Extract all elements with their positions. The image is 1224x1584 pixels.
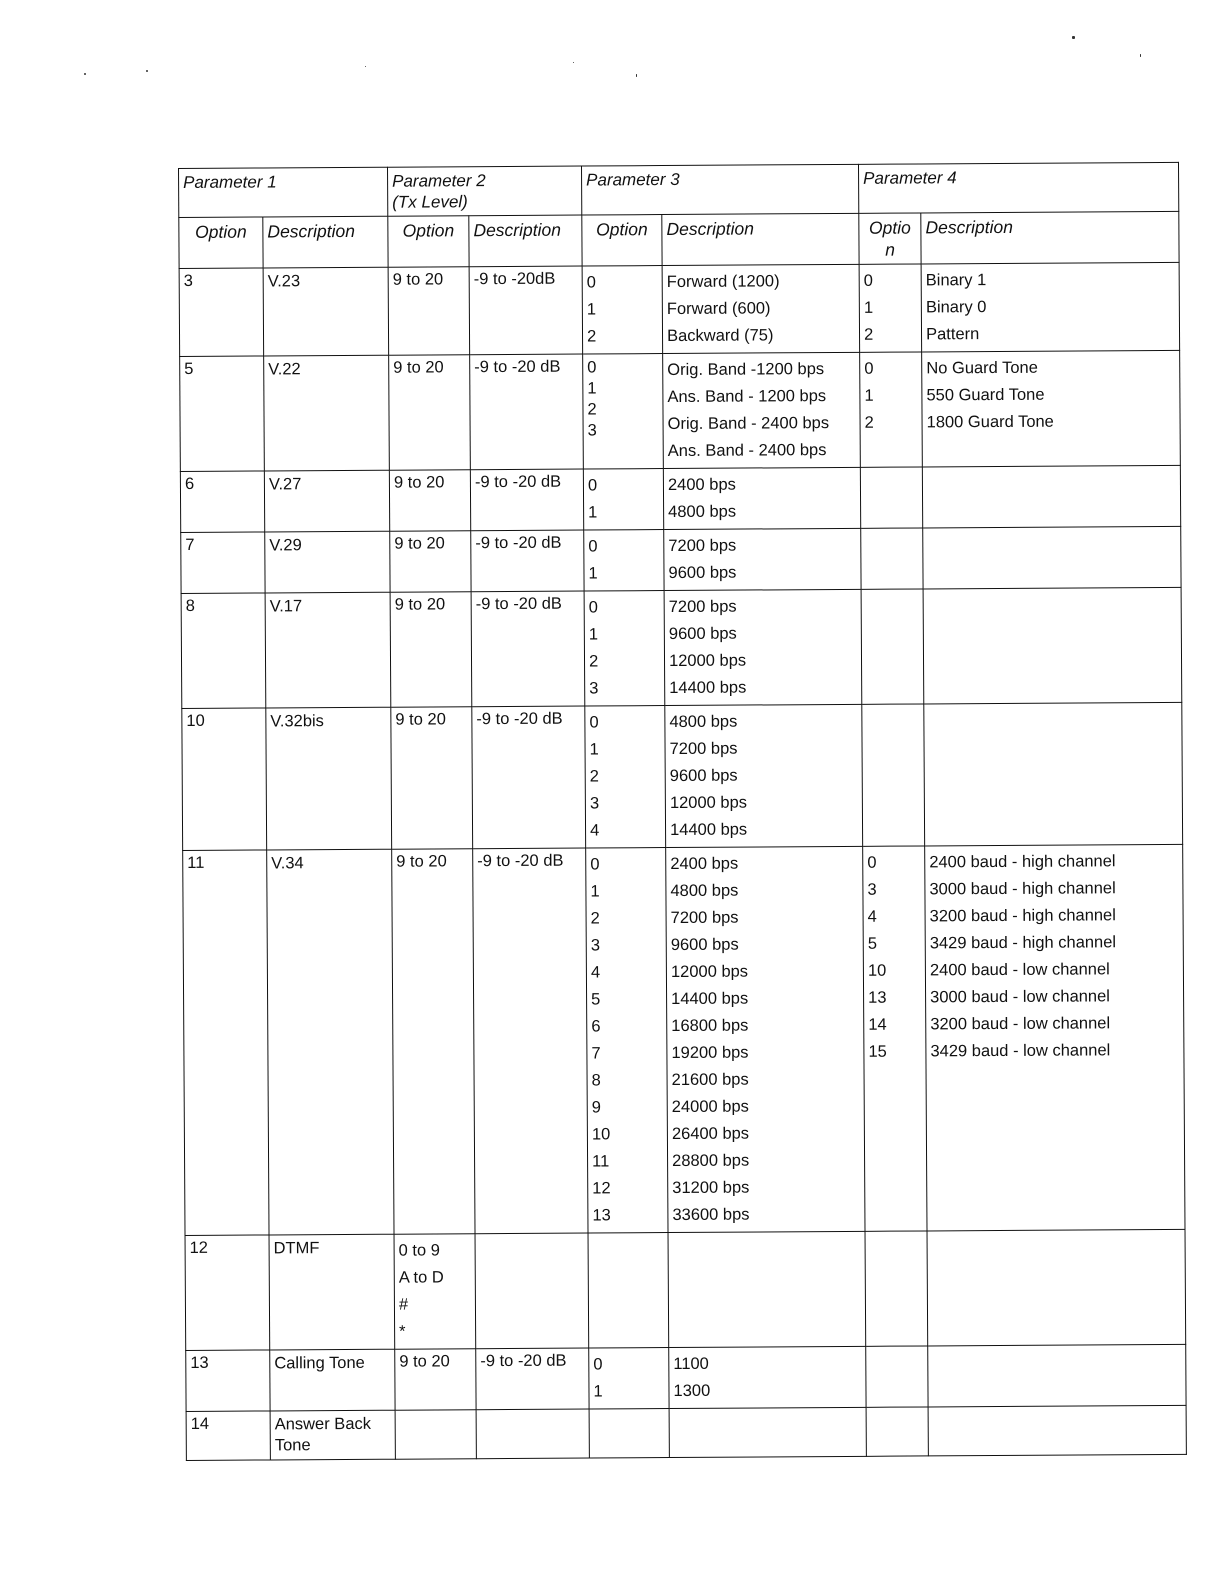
row-description-value: Calling Tone bbox=[274, 1353, 365, 1373]
p3-description-item: 12000 bps bbox=[670, 962, 749, 982]
row-p3-options bbox=[585, 706, 666, 848]
p3-description-item: 14400 bps bbox=[669, 678, 747, 698]
row-description bbox=[265, 531, 390, 593]
p3-description-item: 9600 bps bbox=[668, 624, 737, 644]
parameter-2-subtitle: (Tx Level) bbox=[392, 192, 468, 212]
p4-option-item: 0 bbox=[864, 359, 874, 378]
p3-option-item: 6 bbox=[591, 1017, 601, 1036]
p3-option-item: 11 bbox=[592, 1152, 610, 1171]
row-p3-descriptions bbox=[668, 1231, 866, 1347]
tx-description-value: -9 to -20 dB bbox=[476, 709, 563, 729]
p4-option-item: 2 bbox=[864, 325, 874, 344]
row-p3-options bbox=[589, 1409, 669, 1458]
p1-option-header: Option bbox=[179, 217, 263, 269]
tx-option-value: 9 to 20 bbox=[394, 595, 446, 614]
row-description bbox=[264, 355, 390, 471]
p3-description-item: 7200 bps bbox=[668, 536, 737, 556]
row-description bbox=[266, 707, 392, 850]
p3-description-item: Orig. Band - 2400 bps bbox=[667, 414, 830, 434]
row-option-value: 12 bbox=[189, 1238, 209, 1257]
tx-option-value: 9 to 20 bbox=[394, 534, 445, 553]
row-option-value: 7 bbox=[185, 535, 195, 554]
row-description-value: V.34 bbox=[271, 854, 304, 873]
row-p3-descriptions bbox=[663, 467, 860, 529]
row-p4-descriptions bbox=[923, 526, 1181, 589]
row-option bbox=[181, 532, 265, 594]
p3-description-item: Ans. Band - 2400 bps bbox=[667, 441, 827, 461]
p3-option-item: 9 bbox=[591, 1098, 602, 1117]
p4-option-item: 13 bbox=[868, 988, 887, 1007]
row-option-value: 13 bbox=[190, 1353, 209, 1372]
scan-speck bbox=[365, 66, 366, 67]
p3-option-item: 3 bbox=[590, 936, 601, 955]
p3-option-item: 2 bbox=[589, 767, 599, 786]
p4-description-item: Binary 1 bbox=[925, 271, 987, 290]
row-p3-descriptions bbox=[663, 352, 861, 468]
p3-option-item: 8 bbox=[591, 1071, 601, 1090]
row-description bbox=[269, 1234, 395, 1350]
p3-description-item: 1300 bbox=[673, 1381, 711, 1400]
p3-option-item: 0 bbox=[589, 713, 599, 732]
row-option-value: 11 bbox=[187, 853, 205, 872]
row-p4-descriptions bbox=[922, 350, 1181, 467]
row-tx-option bbox=[391, 707, 473, 849]
p3-option-item: 0 bbox=[586, 273, 596, 292]
p3-description-item: 4800 bps bbox=[669, 712, 738, 732]
tx-option-value: 9 to 20 bbox=[395, 710, 446, 729]
table-row bbox=[186, 1344, 1186, 1411]
p3-option-item: 2 bbox=[588, 652, 599, 671]
p3-description-item: 7200 bps bbox=[668, 597, 737, 617]
p3-description-item: 24000 bps bbox=[671, 1097, 749, 1117]
p4-option-item: 1 bbox=[863, 298, 874, 317]
row-p4-options bbox=[859, 264, 922, 352]
row-option bbox=[182, 708, 267, 851]
p4-option-item: 0 bbox=[863, 271, 873, 290]
tx-description-value: -9 to -20dB bbox=[473, 269, 556, 289]
scan-speck bbox=[1072, 36, 1075, 39]
table-row bbox=[186, 1405, 1186, 1460]
table-body bbox=[179, 262, 1186, 1460]
p3-option-header: Option bbox=[582, 215, 662, 266]
tx-option-line: * bbox=[399, 1322, 406, 1341]
p4-option-item: 5 bbox=[867, 934, 878, 953]
p3-description-item: Forward (600) bbox=[666, 299, 771, 319]
row-p3-options bbox=[584, 591, 665, 706]
row-p4-descriptions bbox=[921, 262, 1180, 352]
p3-description-item: 19200 bps bbox=[671, 1043, 749, 1063]
row-p3-options bbox=[583, 354, 664, 469]
row-p3-options bbox=[589, 1348, 669, 1409]
row-tx-description bbox=[476, 1409, 589, 1459]
row-option-value: 8 bbox=[185, 596, 195, 615]
p3-option-item: 0 bbox=[590, 855, 600, 874]
p3-option-item: 1 bbox=[590, 882, 600, 901]
p4-option-item: 0 bbox=[867, 853, 877, 872]
parameter-3-header bbox=[582, 164, 859, 215]
row-option-value: 14 bbox=[190, 1414, 210, 1433]
p3-description-item: 1100 bbox=[673, 1354, 709, 1373]
row-description bbox=[264, 470, 389, 532]
p3-option-item: 7 bbox=[591, 1044, 601, 1063]
p3-option-item: 2 bbox=[587, 327, 597, 346]
row-p4-options bbox=[865, 1231, 928, 1346]
p3-description-item: 21600 bps bbox=[671, 1070, 749, 1090]
tx-option-line: 0 to 9 bbox=[398, 1241, 440, 1260]
row-p3-options bbox=[584, 530, 664, 591]
parameter-4-header bbox=[859, 162, 1179, 213]
row-description bbox=[263, 267, 389, 356]
scan-speck bbox=[84, 73, 86, 75]
p4-description-item: 3200 baud - low channel bbox=[930, 1014, 1111, 1034]
row-tx-description bbox=[470, 469, 583, 531]
p3-option-item: 3 bbox=[589, 679, 599, 698]
table-row bbox=[182, 702, 1183, 850]
row-p4-options bbox=[866, 1407, 928, 1456]
row-p3-options bbox=[582, 266, 663, 354]
row-p3-options bbox=[588, 1233, 669, 1348]
row-p4-descriptions bbox=[922, 465, 1180, 528]
row-option bbox=[181, 593, 266, 709]
parameter-1-header bbox=[179, 167, 388, 217]
row-option bbox=[185, 1235, 270, 1351]
p4-description-item: 2400 baud - high channel bbox=[929, 852, 1116, 872]
p3-description-item: 28800 bps bbox=[672, 1151, 750, 1170]
p4-description-item: 3429 baud - high channel bbox=[929, 933, 1117, 953]
row-tx-option bbox=[389, 355, 471, 470]
table-row bbox=[180, 350, 1181, 471]
row-option-value: 5 bbox=[184, 359, 194, 378]
p4-option-item: 14 bbox=[868, 1015, 887, 1034]
row-description bbox=[270, 1410, 395, 1460]
row-p3-descriptions bbox=[669, 1346, 866, 1408]
scan-speck bbox=[1140, 54, 1141, 57]
p4-description-item: 2400 baud - low channel bbox=[929, 960, 1110, 980]
p3-option-item: 4 bbox=[590, 963, 601, 982]
parameter-table bbox=[178, 162, 1187, 1461]
p3-description-item: 9600 bps bbox=[670, 935, 739, 955]
parameter-4-title: Parameter 4 bbox=[863, 168, 957, 188]
row-description-value: V.23 bbox=[267, 272, 301, 291]
row-p4-descriptions bbox=[925, 844, 1185, 1231]
row-p3-descriptions bbox=[669, 1407, 866, 1457]
parameter-1-title: Parameter 1 bbox=[183, 172, 277, 192]
p3-description-item: 16800 bps bbox=[671, 1016, 749, 1036]
tx-option-value: 9 to 20 bbox=[392, 270, 444, 289]
table-row bbox=[181, 587, 1182, 708]
row-option-value: 6 bbox=[184, 474, 195, 493]
p3-description-item: 14400 bps bbox=[671, 989, 749, 1009]
p4-option-header: Optio n bbox=[859, 213, 921, 264]
p3-description-item: 4800 bps bbox=[670, 881, 739, 901]
tx-description-value: -9 to -20 dB bbox=[475, 533, 562, 553]
header-group-row bbox=[179, 162, 1179, 217]
p3-description-item: Orig. Band -1200 bps bbox=[667, 360, 825, 380]
p4-option-item: 4 bbox=[867, 907, 877, 926]
parameter-3-title: Parameter 3 bbox=[586, 169, 680, 190]
row-tx-description bbox=[476, 1348, 589, 1410]
row-tx-option bbox=[390, 531, 471, 592]
p3-option-item: 2 bbox=[587, 400, 597, 419]
p2-description-header: Description bbox=[469, 215, 582, 267]
row-p4-options bbox=[860, 467, 922, 528]
row-p4-descriptions bbox=[923, 587, 1182, 704]
p3-option-item: 3 bbox=[589, 794, 600, 813]
row-p3-descriptions bbox=[665, 704, 863, 847]
tx-option-line: # bbox=[398, 1295, 409, 1314]
row-p4-options bbox=[866, 1346, 928, 1407]
p3-description-item: 33600 bps bbox=[672, 1205, 750, 1224]
row-p3-descriptions bbox=[664, 528, 861, 590]
p3-option-item: 1 bbox=[586, 300, 597, 319]
p3-description-item: 12000 bps bbox=[669, 793, 748, 813]
p3-option-item: 2 bbox=[590, 909, 600, 928]
p4-option-item: 2 bbox=[864, 413, 874, 432]
row-option-value: 10 bbox=[186, 711, 205, 730]
p3-description-item: 7200 bps bbox=[670, 908, 739, 928]
row-p4-descriptions bbox=[924, 702, 1183, 846]
p3-option-item: 5 bbox=[591, 990, 601, 1009]
table-row bbox=[183, 844, 1185, 1235]
p4-option-item: 1 bbox=[864, 386, 874, 405]
tx-option-value: 9 to 20 bbox=[393, 473, 445, 492]
p3-option-item: 0 bbox=[588, 598, 598, 617]
p3-description-item: Ans. Band - 1200 bps bbox=[667, 387, 827, 407]
table-row bbox=[180, 465, 1180, 532]
row-p4-options bbox=[861, 589, 924, 704]
p4-description-item: 1800 Guard Tone bbox=[926, 412, 1054, 432]
tx-description-value: -9 to -20 dB bbox=[480, 1351, 567, 1371]
p3-option-item: 0 bbox=[593, 1355, 603, 1374]
row-tx-description bbox=[471, 591, 585, 707]
p4-description-item: 3429 baud - low channel bbox=[930, 1041, 1111, 1061]
row-description-value: V.29 bbox=[269, 536, 302, 555]
tx-option-value: 9 to 20 bbox=[396, 852, 447, 871]
p3-option-item: 13 bbox=[592, 1206, 611, 1225]
row-description bbox=[265, 592, 391, 708]
row-tx-description bbox=[471, 530, 584, 592]
row-p3-descriptions bbox=[664, 589, 862, 705]
sub-header-row bbox=[179, 211, 1179, 268]
row-p4-descriptions bbox=[928, 1344, 1186, 1407]
row-p3-descriptions bbox=[662, 264, 860, 353]
row-description-value: Answer Back Tone bbox=[274, 1414, 372, 1455]
p4-description-item: 3200 baud - high channel bbox=[929, 906, 1116, 926]
p3-option-item: 1 bbox=[587, 379, 597, 398]
p4-description-item: Pattern bbox=[926, 325, 980, 344]
p2-option-header: Option bbox=[388, 216, 469, 267]
p3-description-item: Backward (75) bbox=[667, 326, 774, 346]
p3-description-item: 26400 bps bbox=[671, 1124, 750, 1144]
scan-speck bbox=[146, 70, 148, 72]
p4-option-item: 15 bbox=[868, 1042, 887, 1061]
row-description bbox=[270, 1349, 395, 1411]
p4-description-item: Binary 0 bbox=[925, 298, 987, 317]
tx-description-value: -9 to -20 dB bbox=[475, 594, 562, 614]
p3-description-item: 9600 bps bbox=[668, 563, 737, 583]
row-tx-description bbox=[472, 706, 586, 849]
row-option-value: 3 bbox=[183, 271, 193, 290]
p4-option-item: 3 bbox=[867, 880, 877, 899]
row-option bbox=[186, 1411, 270, 1461]
row-tx-description bbox=[475, 1233, 589, 1349]
table-row bbox=[181, 526, 1181, 593]
scan-speck bbox=[573, 62, 574, 63]
row-p3-options bbox=[583, 469, 663, 530]
row-tx-description bbox=[469, 266, 583, 355]
p3-description-item: 4800 bps bbox=[668, 502, 737, 522]
p4-description-item: 3000 baud - high channel bbox=[929, 879, 1116, 899]
p3-option-item: 1 bbox=[588, 625, 599, 644]
parameter-2-title: Parameter 2 bbox=[392, 171, 486, 191]
p3-option-item: 3 bbox=[587, 421, 597, 440]
row-tx-option bbox=[394, 1234, 476, 1349]
row-description-value: V.22 bbox=[268, 360, 301, 379]
row-tx-description bbox=[473, 848, 588, 1234]
row-description-value: DTMF bbox=[273, 1239, 320, 1258]
tx-description-value: -9 to -20 dB bbox=[474, 472, 562, 492]
p3-description-item: 31200 bps bbox=[672, 1178, 750, 1197]
row-p4-options bbox=[860, 352, 923, 467]
row-p4-options bbox=[861, 528, 923, 589]
p3-option-item: 10 bbox=[591, 1125, 611, 1144]
p3-description-item: Forward (1200) bbox=[666, 272, 780, 292]
scan-speck bbox=[636, 74, 637, 77]
p3-description-item: 12000 bps bbox=[668, 651, 747, 671]
row-option bbox=[179, 268, 264, 357]
p4-description-header: Description bbox=[921, 211, 1179, 264]
row-p4-options bbox=[863, 846, 927, 1231]
p4-description-item: 550 Guard Tone bbox=[926, 385, 1045, 405]
p4-description-item: No Guard Tone bbox=[926, 358, 1038, 378]
p3-option-item: 0 bbox=[588, 537, 598, 556]
p3-option-item: 1 bbox=[588, 503, 598, 522]
row-description-value: V.17 bbox=[269, 597, 303, 616]
table-row bbox=[185, 1229, 1186, 1350]
row-p4-descriptions bbox=[927, 1229, 1186, 1346]
p3-description-item: 7200 bps bbox=[669, 739, 738, 759]
p3-option-item: 0 bbox=[587, 358, 597, 377]
parameter-2-header bbox=[388, 166, 582, 216]
tx-option-value: 9 to 20 bbox=[393, 358, 444, 377]
row-description bbox=[267, 849, 394, 1235]
row-description-value: V.32bis bbox=[270, 712, 324, 731]
p4-option-item: 10 bbox=[867, 961, 887, 980]
row-description-value: V.27 bbox=[268, 475, 302, 494]
row-tx-option bbox=[395, 1410, 476, 1459]
p3-option-item: 4 bbox=[590, 821, 600, 840]
p3-description-item: 14400 bps bbox=[670, 820, 748, 840]
tx-option-value: 9 to 20 bbox=[399, 1352, 450, 1371]
p3-description-item: 2400 bps bbox=[667, 475, 736, 495]
row-p3-options bbox=[586, 848, 668, 1233]
p3-option-item: 1 bbox=[589, 740, 599, 759]
row-tx-option bbox=[390, 592, 472, 707]
p3-description-item: 9600 bps bbox=[669, 766, 738, 786]
p3-option-item: 0 bbox=[587, 476, 598, 495]
p3-description-item: 2400 bps bbox=[670, 854, 739, 874]
row-tx-option bbox=[395, 1349, 476, 1410]
row-p4-descriptions bbox=[928, 1405, 1186, 1456]
row-tx-option bbox=[389, 470, 470, 531]
tx-description-value: -9 to -20 dB bbox=[474, 357, 561, 377]
p4-description-item: 3000 baud - low channel bbox=[930, 987, 1110, 1007]
row-p4-options bbox=[862, 704, 925, 846]
row-option bbox=[186, 1350, 270, 1412]
row-tx-option bbox=[388, 267, 470, 355]
p3-description-header: Description bbox=[662, 213, 859, 265]
p3-option-item: 12 bbox=[592, 1179, 611, 1198]
table-row bbox=[179, 262, 1180, 356]
tx-description-value: -9 to -20 dB bbox=[477, 851, 564, 871]
row-option bbox=[180, 471, 264, 533]
p3-option-item: 1 bbox=[593, 1382, 603, 1401]
row-option bbox=[183, 850, 269, 1236]
row-tx-description bbox=[470, 354, 584, 470]
row-tx-option bbox=[392, 849, 475, 1234]
row-p3-descriptions bbox=[666, 846, 865, 1232]
p3-option-item: 1 bbox=[588, 564, 598, 583]
p1-description-header: Description bbox=[263, 216, 388, 268]
row-option bbox=[180, 356, 265, 472]
tx-option-line: A to D bbox=[398, 1268, 444, 1287]
